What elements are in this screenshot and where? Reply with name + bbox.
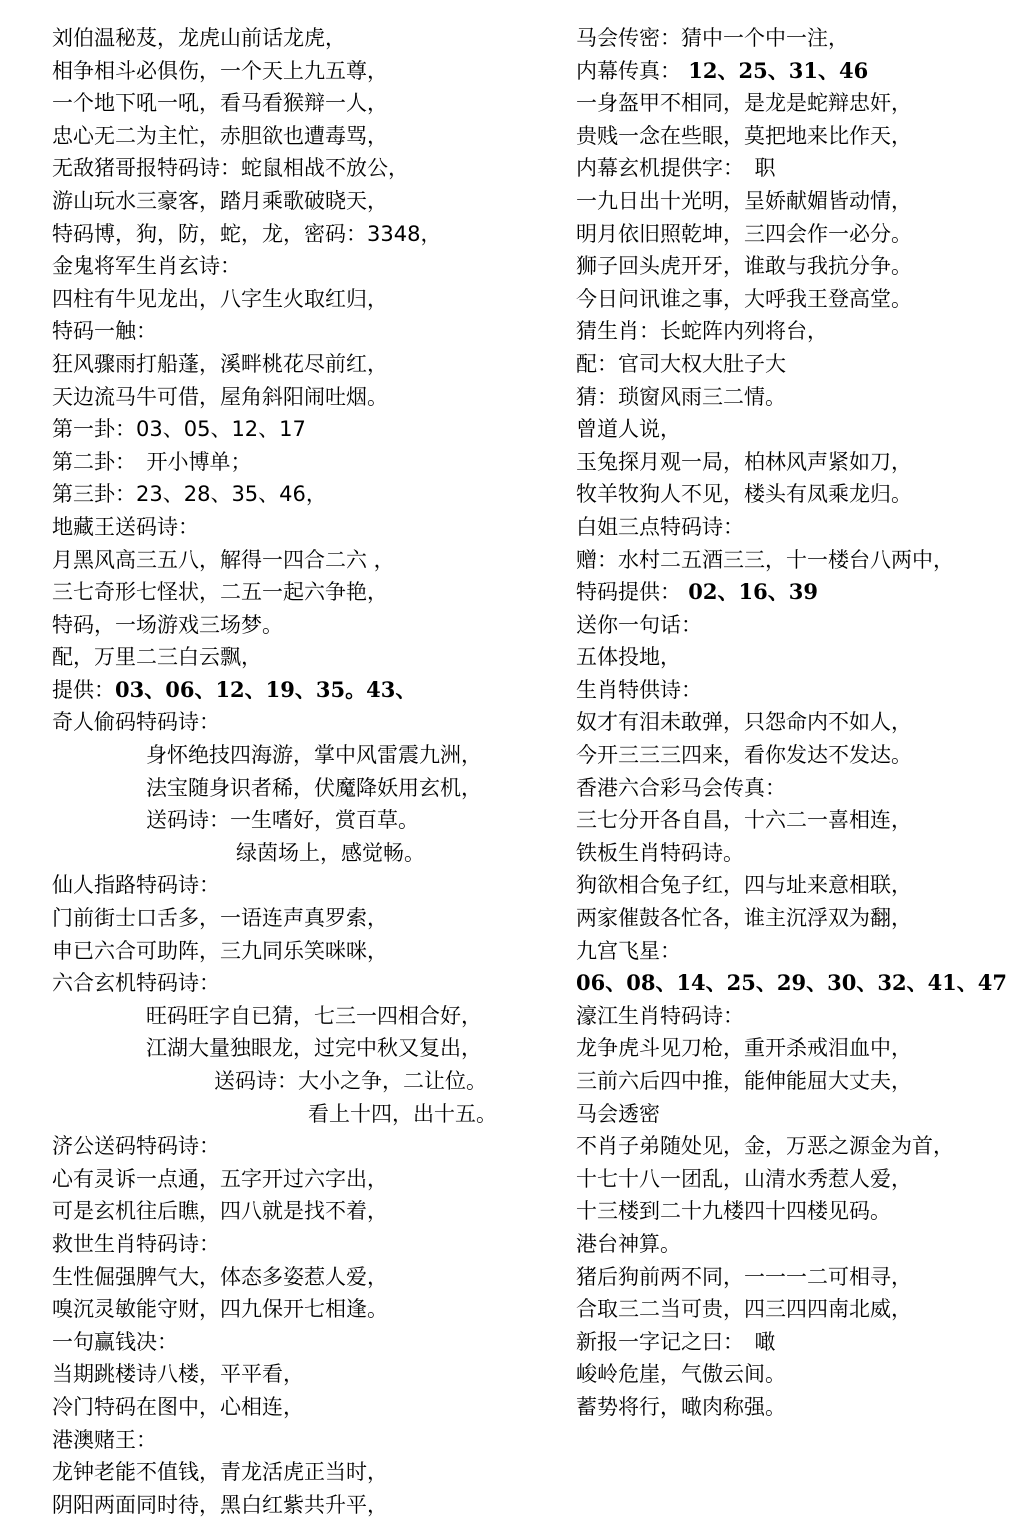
right-line xyxy=(576,544,1006,577)
line-text: 特码，一场游戏三场梦。 xyxy=(52,612,283,637)
line-text: 两家催鼓各忙各，谁主沉浮双为翻， xyxy=(576,906,912,931)
line-text: 濠江生肖特码诗： xyxy=(576,1003,744,1028)
line-text: 白姐三点特码诗： xyxy=(576,514,744,539)
line-text: 送你一句话： xyxy=(576,612,702,637)
right-line xyxy=(576,1326,1006,1359)
right-line xyxy=(576,1098,1006,1131)
line-text: 港台神算。 xyxy=(576,1231,681,1256)
line-text: 十三楼到二十九楼四十四楼见码。 xyxy=(576,1199,891,1224)
left-line xyxy=(52,1000,552,1033)
right-line xyxy=(576,87,1006,120)
left-line xyxy=(52,1391,552,1424)
left-line xyxy=(52,1195,552,1228)
line-text: 猪后狗前两不同，一一一二可相寻， xyxy=(576,1264,912,1289)
right-line xyxy=(576,446,1006,479)
right-line xyxy=(576,1032,1006,1065)
line-text: 龙争虎斗见刀枪，重开杀戒泪血中， xyxy=(576,1036,912,1061)
left-line xyxy=(52,1228,552,1261)
right-line xyxy=(576,804,1006,837)
right-line xyxy=(576,511,1006,544)
line-text: 三七奇形七怪状，二五一起六争艳， xyxy=(52,580,388,605)
line-text: 蓄势将行，噉肉称强。 xyxy=(576,1394,786,1419)
right-line xyxy=(576,739,1006,772)
left-line xyxy=(52,478,552,511)
line-text: 贵贱一念在些眼，莫把地来比作天， xyxy=(576,123,912,148)
line-text: 第三卦： xyxy=(52,482,136,507)
line-text: 法宝随身识者稀，伏魔降妖用玄机， xyxy=(146,775,482,800)
left-line xyxy=(52,185,552,218)
line-text: 一句赢钱决： xyxy=(52,1329,178,1354)
left-line xyxy=(52,804,552,837)
right-line xyxy=(576,1195,1006,1228)
right-line xyxy=(576,1130,1006,1163)
line-text: 配：官司大权大肚子大 xyxy=(576,351,786,376)
line-text: 十七十八一团乱，山清水秀惹人爱， xyxy=(576,1166,912,1191)
line-text: 今开三三三四来，看你发达不发达。 xyxy=(576,743,912,768)
left-line xyxy=(52,315,552,348)
line-text: 九宫飞星： xyxy=(576,938,681,963)
right-line xyxy=(576,902,1006,935)
line-text: 旺码旺字自已猜，七三一四相合好， xyxy=(146,1003,482,1028)
left-line xyxy=(52,250,552,283)
line-text: 门前街士口舌多，一语连声真罗索， xyxy=(52,906,388,931)
right-line xyxy=(576,1000,1006,1033)
bold-number-values: 03、06、12、19、35。43、 xyxy=(115,676,417,702)
right-line xyxy=(576,22,1006,55)
line-text: 不肖子弟随处见，金，万恶之源金为首， xyxy=(576,1134,954,1159)
line-text: 龙钟老能不值钱，青龙活虎正当时， xyxy=(52,1460,388,1485)
line-text: 峻岭危崖，气傲云间。 xyxy=(576,1362,786,1387)
line-text: 六合玄机特码诗： xyxy=(52,971,220,996)
line-text: 阴阳两面同时待，黑白红紫共升平， xyxy=(52,1492,388,1517)
left-line xyxy=(52,1293,552,1326)
line-text: 特码一触： xyxy=(52,319,157,344)
line-text: 冷门特码在图中，心相连， xyxy=(52,1394,304,1419)
line-text: 生肖特供诗： xyxy=(576,677,702,702)
right-column xyxy=(576,22,1006,1424)
number-values: 03、05、12、17 xyxy=(136,417,306,442)
left-line xyxy=(52,22,552,55)
left-line xyxy=(52,609,552,642)
right-line xyxy=(576,1163,1006,1196)
right-line xyxy=(576,120,1006,153)
line-text: 赠：水村二五酒三三，十一楼台八两中， xyxy=(576,547,954,572)
right-line xyxy=(576,1293,1006,1326)
right-line xyxy=(576,413,1006,446)
line-text: 玉兔探月观一局，柏林风声紧如刀， xyxy=(576,449,912,474)
line-text: 马会透密 xyxy=(576,1101,660,1126)
left-line xyxy=(52,120,552,153)
line-text: 送码诗：大小之争，二让位。 xyxy=(214,1069,487,1093)
right-line xyxy=(576,283,1006,316)
line-text: 救世生肖特码诗： xyxy=(52,1231,220,1256)
line-text: 今日问讯谁之事，大呼我王登高堂。 xyxy=(576,286,912,311)
left-line xyxy=(52,1065,552,1098)
line-text: 绿茵场上，感觉畅。 xyxy=(236,840,425,865)
right-line xyxy=(576,1261,1006,1294)
right-line xyxy=(576,348,1006,381)
number-values: 23、28、35、46， xyxy=(136,482,327,507)
line-text: 三七分开各自昌，十六二一喜相连， xyxy=(576,808,912,833)
line-text: 内幕传真： xyxy=(576,58,681,83)
left-line xyxy=(52,544,552,577)
right-line xyxy=(576,674,1006,707)
left-line xyxy=(52,1358,552,1391)
right-line xyxy=(576,1358,1006,1391)
left-line xyxy=(52,283,552,316)
right-line xyxy=(576,315,1006,348)
line-text: 仙人指路特码诗： xyxy=(52,873,220,898)
right-line xyxy=(576,55,1006,88)
line-text: 看上十四，出十五。 xyxy=(308,1101,497,1126)
right-line xyxy=(576,837,1006,870)
line-text: 第二卦： 开小博单； xyxy=(52,449,252,474)
line-text: 忠心无二为主忙，赤胆欲也遭毒骂， xyxy=(52,123,388,148)
line-text: 提供： xyxy=(52,677,115,702)
line-text: 江湖大量独眼龙，过完中秋又复出， xyxy=(146,1036,482,1061)
bold-number-values: 02、16、39 xyxy=(681,579,818,605)
left-line xyxy=(52,1326,552,1359)
right-line xyxy=(576,576,1006,609)
left-line xyxy=(52,1130,552,1163)
line-text: 送码诗：一生嗜好，赏百草。 xyxy=(146,808,419,833)
left-line xyxy=(52,1032,552,1065)
line-text: 嗅沉灵敏能守财，四九保开七相逢。 xyxy=(52,1297,388,1322)
left-line xyxy=(52,413,552,446)
line-text: 申已六合可助阵，三九同乐笑咪咪， xyxy=(52,938,388,963)
line-text: 曾道人说， xyxy=(576,417,681,442)
line-text: 一九日出十光明，呈娇献媚皆动情， xyxy=(576,188,912,213)
left-line xyxy=(52,739,552,772)
left-line xyxy=(52,772,552,805)
right-line xyxy=(576,869,1006,902)
left-line xyxy=(52,87,552,120)
left-line xyxy=(52,706,552,739)
left-line xyxy=(52,348,552,381)
left-line xyxy=(52,869,552,902)
right-line xyxy=(576,1228,1006,1261)
right-line xyxy=(576,152,1006,185)
left-line xyxy=(52,1163,552,1196)
line-text: 奇人偷码特码诗： xyxy=(52,710,220,735)
left-line xyxy=(52,1489,552,1521)
line-text: 香港六合彩马会传真： xyxy=(576,775,786,800)
line-text: 天边流马牛可借，屋角斜阳闹吐烟。 xyxy=(52,384,388,409)
line-text: 特码提供： xyxy=(576,580,681,605)
left-line xyxy=(52,511,552,544)
left-line xyxy=(52,1456,552,1489)
left-line xyxy=(52,218,552,251)
line-text: 四柱有牛见龙出，八字生火取红归， xyxy=(52,286,388,311)
right-line xyxy=(576,772,1006,805)
right-line xyxy=(576,706,1006,739)
line-text: 猜：琐窗风雨三二情。 xyxy=(576,384,786,409)
left-line xyxy=(52,902,552,935)
left-line xyxy=(52,967,552,1000)
right-line xyxy=(576,1391,1006,1424)
left-line xyxy=(52,55,552,88)
line-text: 猜生肖：长蛇阵内列将台， xyxy=(576,319,828,344)
right-line xyxy=(576,935,1006,968)
line-text: 第一卦： xyxy=(52,417,136,442)
bold-number-values: 06、08、14、25、29、30、32、41、47 xyxy=(576,970,1008,996)
left-line xyxy=(52,381,552,414)
right-line xyxy=(576,967,1006,1000)
line-text: 奴才有泪未敢弹，只怨命内不如人， xyxy=(576,710,912,735)
right-line xyxy=(576,185,1006,218)
line-text: 济公送码特码诗： xyxy=(52,1134,220,1159)
line-text: 牧羊牧狗人不见，楼头有凤乘龙归。 xyxy=(576,482,912,507)
line-text: 无敌猪哥报特码诗：蛇鼠相战不放公， xyxy=(52,156,409,181)
line-text: 狂风骤雨打船蓬，溪畔桃花尽前红， xyxy=(52,351,388,376)
number-values: 3348， xyxy=(367,221,442,246)
line-text: 内幕玄机提供字： 职 xyxy=(576,156,776,181)
line-text: 可是玄机往后瞧，四八就是找不着， xyxy=(52,1199,388,1224)
line-text: 铁板生肖特码诗。 xyxy=(576,840,744,865)
line-text: 心有灵诉一点通，五字开过六字出， xyxy=(52,1166,388,1191)
line-text: 刘伯温秘芨，龙虎山前话龙虎， xyxy=(52,26,346,50)
right-line xyxy=(576,478,1006,511)
line-text: 合取三二当可贵，四三四四南北威， xyxy=(576,1297,912,1322)
line-text: 月黑风高三五八，解得一四合二六 ， xyxy=(52,547,395,572)
left-line xyxy=(52,837,552,870)
line-text: 狮子回头虎开牙，谁敢与我抗分争。 xyxy=(576,254,912,279)
line-text: 生性倔强脾气大，体态多姿惹人爱， xyxy=(52,1264,388,1289)
line-text: 一个地下吼一吼，看马看猴辩一人， xyxy=(52,91,388,116)
line-text: 游山玩水三豪客，踏月乘歌破晓天， xyxy=(52,188,388,213)
bold-number-values: 12、25、31、46 xyxy=(681,57,869,83)
left-line xyxy=(52,1424,552,1457)
left-line xyxy=(52,576,552,609)
line-text: 相争相斗必俱伤，一个天上九五尊， xyxy=(52,58,388,83)
right-line xyxy=(576,609,1006,642)
line-text: 新报一字记之曰： 噉 xyxy=(576,1329,776,1354)
line-text: 特码博，狗，防，蛇，龙，密码： xyxy=(52,221,367,246)
left-line xyxy=(52,674,552,707)
right-line xyxy=(576,381,1006,414)
line-text: 五体投地， xyxy=(576,645,681,670)
left-line xyxy=(52,1098,552,1131)
right-line xyxy=(576,1065,1006,1098)
line-text: 身怀绝技四海游，掌中风雷震九洲， xyxy=(146,743,482,768)
left-line xyxy=(52,641,552,674)
left-line xyxy=(52,446,552,479)
right-line xyxy=(576,218,1006,251)
left-line xyxy=(52,152,552,185)
left-column xyxy=(52,22,552,1521)
right-line xyxy=(576,250,1006,283)
line-text: 马会传密：猜中一个中一注， xyxy=(576,26,849,50)
right-line xyxy=(576,641,1006,674)
line-text: 地藏王送码诗： xyxy=(52,514,199,539)
line-text: 金鬼将军生肖玄诗： xyxy=(52,254,241,279)
left-line xyxy=(52,1261,552,1294)
line-text: 一身盔甲不相同，是龙是蛇辩忠奸， xyxy=(576,91,912,116)
line-text: 当期跳楼诗八楼，平平看， xyxy=(52,1362,304,1387)
line-text: 港澳赌王： xyxy=(52,1427,157,1452)
line-text: 明月依旧照乾坤，三四会作一必分。 xyxy=(576,221,912,246)
line-text: 三前六后四中推，能伸能屈大丈夫， xyxy=(576,1069,912,1093)
line-text: 狗欲相合兔子红，四与址来意相联， xyxy=(576,873,912,898)
left-line xyxy=(52,935,552,968)
line-text: 配，万里二三白云飘， xyxy=(52,645,262,670)
